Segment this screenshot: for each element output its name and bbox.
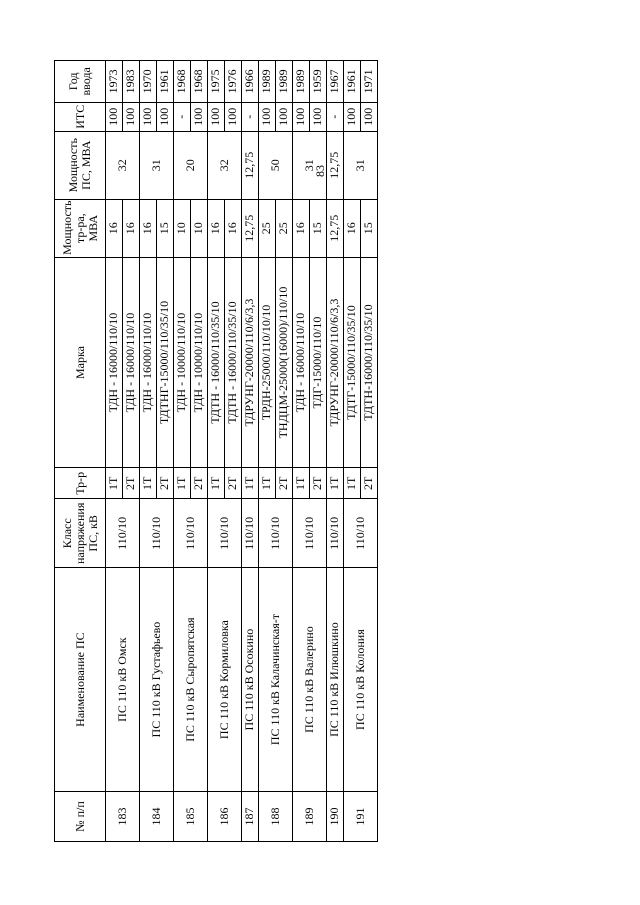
its-value: 100: [293, 102, 310, 131]
transformer-power: 15: [361, 199, 378, 257]
transformer-brand: ТДН - 16000/110/10: [140, 257, 157, 467]
commission-year: 1989: [276, 61, 293, 103]
commission-year: 1989: [293, 61, 310, 103]
transformer-brand: ТДН - 16000/110/10: [293, 257, 310, 467]
substation-name: ПС 110 кВ Кормиловка: [208, 568, 242, 792]
its-value: 100: [310, 102, 327, 131]
transformer-id: 1Т: [208, 468, 225, 499]
transformer-power: 16: [140, 199, 157, 257]
its-value: 100: [140, 102, 157, 131]
transformer-brand: ТНДЦМ-25000(16000)/110/10: [276, 257, 293, 467]
transformer-power: 16: [208, 199, 225, 257]
transformer-id: 2Т: [276, 468, 293, 499]
substation-power: 20: [174, 131, 208, 199]
row-number: 190: [327, 792, 344, 842]
table-body: [106, 61, 378, 842]
transformer-brand: ТДРУНГ-20000/110/6/3,3: [327, 257, 344, 467]
header-year: Год ввода: [55, 61, 106, 103]
commission-year: 1961: [344, 61, 361, 103]
transformer-id: 1Т: [106, 468, 123, 499]
transformer-brand: ТДТН-16000/110/35/10: [361, 257, 378, 467]
transformer-brand: ТДТНГ-15000/110/35/10: [157, 257, 174, 467]
transformer-id: 1Т: [174, 468, 191, 499]
row-number: 187: [242, 792, 259, 842]
transformer-id: 2Т: [310, 468, 327, 499]
substation-power: 32: [106, 131, 140, 199]
substation-name: ПС 110 кВ Колония: [344, 568, 378, 792]
its-value: 100: [208, 102, 225, 131]
substation-name: ПС 110 кВ Валерино: [293, 568, 327, 792]
substation-name: ПС 110 кВ Сыропятская: [174, 568, 208, 792]
its-value: 100: [157, 102, 174, 131]
commission-year: 1976: [225, 61, 242, 103]
its-value: -: [327, 102, 344, 131]
transformer-id: 2Т: [361, 468, 378, 499]
header-transformer: Тр-р: [55, 468, 106, 499]
substation-power: 50: [259, 131, 293, 199]
transformer-id: 2Т: [123, 468, 140, 499]
transformer-power: 16: [344, 199, 361, 257]
commission-year: 1989: [259, 61, 276, 103]
its-value: 100: [276, 102, 293, 131]
header-num: № п/п: [55, 792, 106, 842]
substation-name: ПС 110 кВ Густафьево: [140, 568, 174, 792]
transformer-power: 15: [310, 199, 327, 257]
transformer-brand: ТДТГ-15000/110/35/10: [344, 257, 361, 467]
its-value: 100: [225, 102, 242, 131]
voltage-class: 110/10: [327, 499, 344, 568]
transformer-id: 2Т: [191, 468, 208, 499]
transformer-id: 1Т: [259, 468, 276, 499]
transformer-id: 1Т: [293, 468, 310, 499]
transformer-id: 1Т: [140, 468, 157, 499]
transformer-id: 2Т: [157, 468, 174, 499]
header-voltage: Класс напряжения ПС, кВ: [55, 499, 106, 568]
transformer-brand: ТДН - 16000/110/10: [106, 257, 123, 467]
substation-table: [54, 60, 378, 842]
voltage-class: 110/10: [106, 499, 140, 568]
commission-year: 1968: [191, 61, 208, 103]
voltage-class: 110/10: [293, 499, 327, 568]
table-row: [293, 61, 310, 842]
substation-name: ПС 110 кВ Калачинская-т: [259, 568, 293, 792]
transformer-power: 16: [225, 199, 242, 257]
commission-year: 1971: [361, 61, 378, 103]
transformer-id: 1Т: [344, 468, 361, 499]
voltage-class: 110/10: [140, 499, 174, 568]
commission-year: 1959: [310, 61, 327, 103]
its-value: 100: [259, 102, 276, 131]
table-row: [208, 61, 225, 842]
substation-power: 32: [208, 131, 242, 199]
transformer-power: 16: [123, 199, 140, 257]
substation-name: ПС 110 кВ Омск: [106, 568, 140, 792]
transformer-power: 10: [191, 199, 208, 257]
transformer-id: 1Т: [242, 468, 259, 499]
commission-year: 1968: [174, 61, 191, 103]
its-value: 100: [191, 102, 208, 131]
transformer-power: 10: [174, 199, 191, 257]
substation-name: ПС 110 кВ Илюшкино: [327, 568, 344, 792]
row-number: 188: [259, 792, 293, 842]
commission-year: 1966: [242, 61, 259, 103]
transformer-power: 16: [106, 199, 123, 257]
row-number: 184: [140, 792, 174, 842]
row-number: 191: [344, 792, 378, 842]
header-its: ИТС: [55, 102, 106, 131]
table-row: [259, 61, 276, 842]
substation-power: 31: [293, 131, 327, 199]
voltage-class: 110/10: [259, 499, 293, 568]
transformer-brand: ТРДН-25000/110/10/10: [259, 257, 276, 467]
voltage-class: 110/10: [242, 499, 259, 568]
commission-year: 1970: [140, 61, 157, 103]
header-transformer-power: Мощность тр-ра, МВА: [55, 199, 106, 257]
its-value: -: [242, 102, 259, 131]
header-substation-power: Мощность ПС, МВА: [55, 131, 106, 199]
row-number: 183: [106, 792, 140, 842]
its-value: 100: [361, 102, 378, 131]
commission-year: 1967: [327, 61, 344, 103]
substation-power: 12,75: [327, 131, 344, 199]
transformer-power: 16: [293, 199, 310, 257]
transformer-power: 25: [259, 199, 276, 257]
transformer-brand: ТДГ-15000/110/10: [310, 257, 327, 467]
its-value: 100: [123, 102, 140, 131]
commission-year: 1983: [123, 61, 140, 103]
commission-year: 1973: [106, 61, 123, 103]
substation-name: ПС 110 кВ Осокино: [242, 568, 259, 792]
transformer-power: 15: [157, 199, 174, 257]
transformer-power: 12,75: [327, 199, 344, 257]
table-header-row: [55, 61, 106, 842]
transformer-brand: ТДН - 10000/110/10: [191, 257, 208, 467]
header-name: Наименование ПС: [55, 568, 106, 792]
table-row: [174, 61, 191, 842]
transformer-power: 12,75: [242, 199, 259, 257]
header-brand: Марка: [55, 257, 106, 467]
substation-power: 31: [140, 131, 174, 199]
table-row: [327, 61, 344, 842]
commission-year: 1975: [208, 61, 225, 103]
table-row: [140, 61, 157, 842]
transformer-brand: ТДТН - 16000/110/35/10: [225, 257, 242, 467]
table-row: [242, 61, 259, 842]
transformer-brand: ТДН - 10000/110/10: [174, 257, 191, 467]
its-value: -: [174, 102, 191, 131]
substation-power: 12,75: [242, 131, 259, 199]
page-number: 83: [313, 165, 327, 177]
substation-table-container: [54, 60, 387, 842]
substation-power: 31: [344, 131, 378, 199]
voltage-class: 110/10: [344, 499, 378, 568]
commission-year: 1961: [157, 61, 174, 103]
row-number: 189: [293, 792, 327, 842]
transformer-power: 25: [276, 199, 293, 257]
voltage-class: 110/10: [174, 499, 208, 568]
its-value: 100: [344, 102, 361, 131]
table-row: [344, 61, 361, 842]
its-value: 100: [106, 102, 123, 131]
row-number: 185: [174, 792, 208, 842]
transformer-id: 2Т: [225, 468, 242, 499]
transformer-id: 1Т: [327, 468, 344, 499]
table-row: [106, 61, 123, 842]
transformer-brand: ТДТН - 16000/110/35/10: [208, 257, 225, 467]
voltage-class: 110/10: [208, 499, 242, 568]
row-number: 186: [208, 792, 242, 842]
transformer-brand: ТДН - 16000/110/10: [123, 257, 140, 467]
transformer-brand: ТДРУНГ-20000/110/6/3,3: [242, 257, 259, 467]
